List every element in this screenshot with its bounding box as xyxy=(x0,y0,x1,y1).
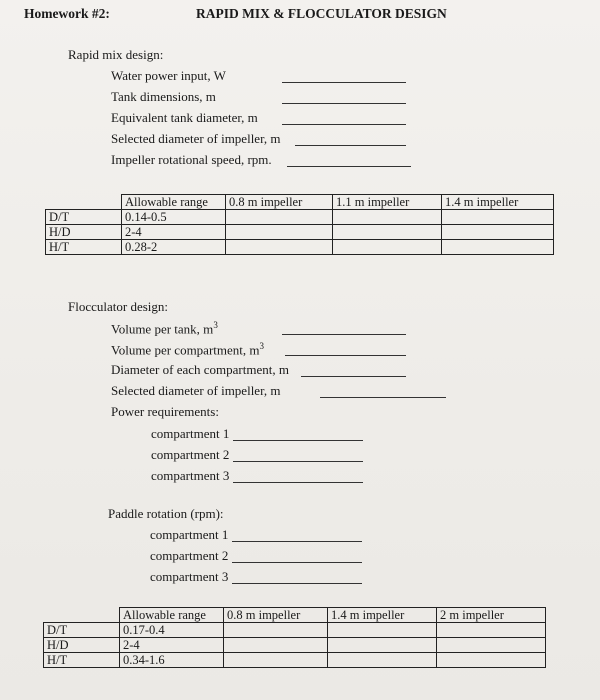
answer-line-volume-tank xyxy=(282,334,406,335)
table-row xyxy=(44,623,546,638)
allowable-range: 0.34-1.6 xyxy=(120,653,224,668)
row-label: H/T xyxy=(44,653,120,668)
paddle-rotation-heading: Paddle rotation (rpm): xyxy=(108,506,224,521)
floc-selected-diam: Selected diameter of impeller, m xyxy=(111,383,281,398)
empty-cell xyxy=(328,653,437,668)
allowable-range: 2-4 xyxy=(120,638,224,653)
empty-cell xyxy=(226,210,333,225)
row-label: H/D xyxy=(44,638,120,653)
empty-cell xyxy=(328,623,437,638)
floc-power-req: Power requirements: xyxy=(111,404,219,419)
floc-volume-comp xyxy=(111,341,264,358)
flocculator-table xyxy=(43,607,546,668)
answer-line-selected-diam xyxy=(320,397,446,398)
floc-volume-tank xyxy=(111,320,218,337)
row-label: H/T xyxy=(46,240,122,255)
answer-line-paddle-comp3 xyxy=(232,583,362,584)
superscript-3: 3 xyxy=(213,320,218,330)
answer-line-tank-dim xyxy=(282,103,406,104)
table2-header: 2 m impeller xyxy=(437,608,546,623)
power-compartment-1: compartment 1 xyxy=(151,426,230,441)
answer-line-paddle-comp1 xyxy=(232,541,362,542)
empty-cell xyxy=(224,653,328,668)
answer-line-rot-speed xyxy=(287,166,411,167)
allowable-range: 0.17-0.4 xyxy=(120,623,224,638)
empty-cell xyxy=(226,225,333,240)
row-label: H/D xyxy=(46,225,122,240)
answer-line-power-comp2 xyxy=(233,461,363,462)
table-row xyxy=(44,653,546,668)
allowable-range: 2-4 xyxy=(122,225,226,240)
answer-line-power-comp1 xyxy=(233,440,363,441)
homework-label: Homework #2: xyxy=(24,6,110,21)
superscript-3: 3 xyxy=(259,341,265,351)
empty-cell xyxy=(333,225,442,240)
empty-cell xyxy=(442,210,554,225)
floc-volume-tank-text: Volume per tank, m xyxy=(111,321,214,337)
empty-cell xyxy=(437,653,546,668)
empty-cell xyxy=(442,240,554,255)
empty-cell xyxy=(224,623,328,638)
rapid-mix-heading: Rapid mix design: xyxy=(68,47,164,62)
table1-header: 1.4 m impeller xyxy=(442,195,554,210)
empty-cell xyxy=(442,225,554,240)
empty-cell xyxy=(333,240,442,255)
paddle-compartment-3: compartment 3 xyxy=(150,569,229,584)
rapid-mix-table xyxy=(45,194,554,255)
table2-header: 1.4 m impeller xyxy=(328,608,437,623)
row-label: D/T xyxy=(46,210,122,225)
answer-line-diameter-comp xyxy=(301,376,406,377)
table-row xyxy=(46,210,554,225)
empty-cell xyxy=(224,638,328,653)
table-row xyxy=(46,240,554,255)
empty-cell xyxy=(437,623,546,638)
floc-volume-comp-text: Volume per compartment, m xyxy=(111,342,260,358)
rapid-item-rot-speed: Impeller rotational speed, rpm. xyxy=(111,152,272,167)
allowable-range: 0.28-2 xyxy=(122,240,226,255)
answer-line-paddle-comp2 xyxy=(232,562,362,563)
empty-cell xyxy=(333,210,442,225)
power-compartment-2: compartment 2 xyxy=(151,447,230,462)
power-compartment-3: compartment 3 xyxy=(151,468,230,483)
paddle-compartment-2: compartment 2 xyxy=(150,548,229,563)
allowable-range: 0.14-0.5 xyxy=(122,210,226,225)
flocculator-heading: Flocculator design: xyxy=(68,299,169,314)
row-label: D/T xyxy=(44,623,120,638)
empty-cell xyxy=(226,240,333,255)
answer-line-volume-comp xyxy=(285,355,406,356)
answer-line-equiv-diam xyxy=(282,124,406,125)
table2-header: 0.8 m impeller xyxy=(224,608,328,623)
empty-cell xyxy=(437,638,546,653)
answer-line-power xyxy=(282,82,406,83)
rapid-item-equiv-diam: Equivalent tank diameter, m xyxy=(111,110,258,125)
answer-line-impeller-diam xyxy=(295,145,406,146)
table-row xyxy=(44,638,546,653)
floc-diameter-comp: Diameter of each compartment, m xyxy=(111,362,289,377)
table-row xyxy=(46,225,554,240)
table1-header: Allowable range xyxy=(122,195,226,210)
rapid-item-power: Water power input, W xyxy=(111,68,226,83)
empty-cell xyxy=(328,638,437,653)
page-title: RAPID MIX & FLOCCULATOR DESIGN xyxy=(196,6,447,21)
table2-header: Allowable range xyxy=(120,608,224,623)
table1-header: 1.1 m impeller xyxy=(333,195,442,210)
table1-header: 0.8 m impeller xyxy=(226,195,333,210)
rapid-item-tank-dim: Tank dimensions, m xyxy=(111,89,216,104)
paddle-compartment-1: compartment 1 xyxy=(150,527,229,542)
answer-line-power-comp3 xyxy=(233,482,363,483)
rapid-item-impeller-diam: Selected diameter of impeller, m xyxy=(111,131,281,146)
